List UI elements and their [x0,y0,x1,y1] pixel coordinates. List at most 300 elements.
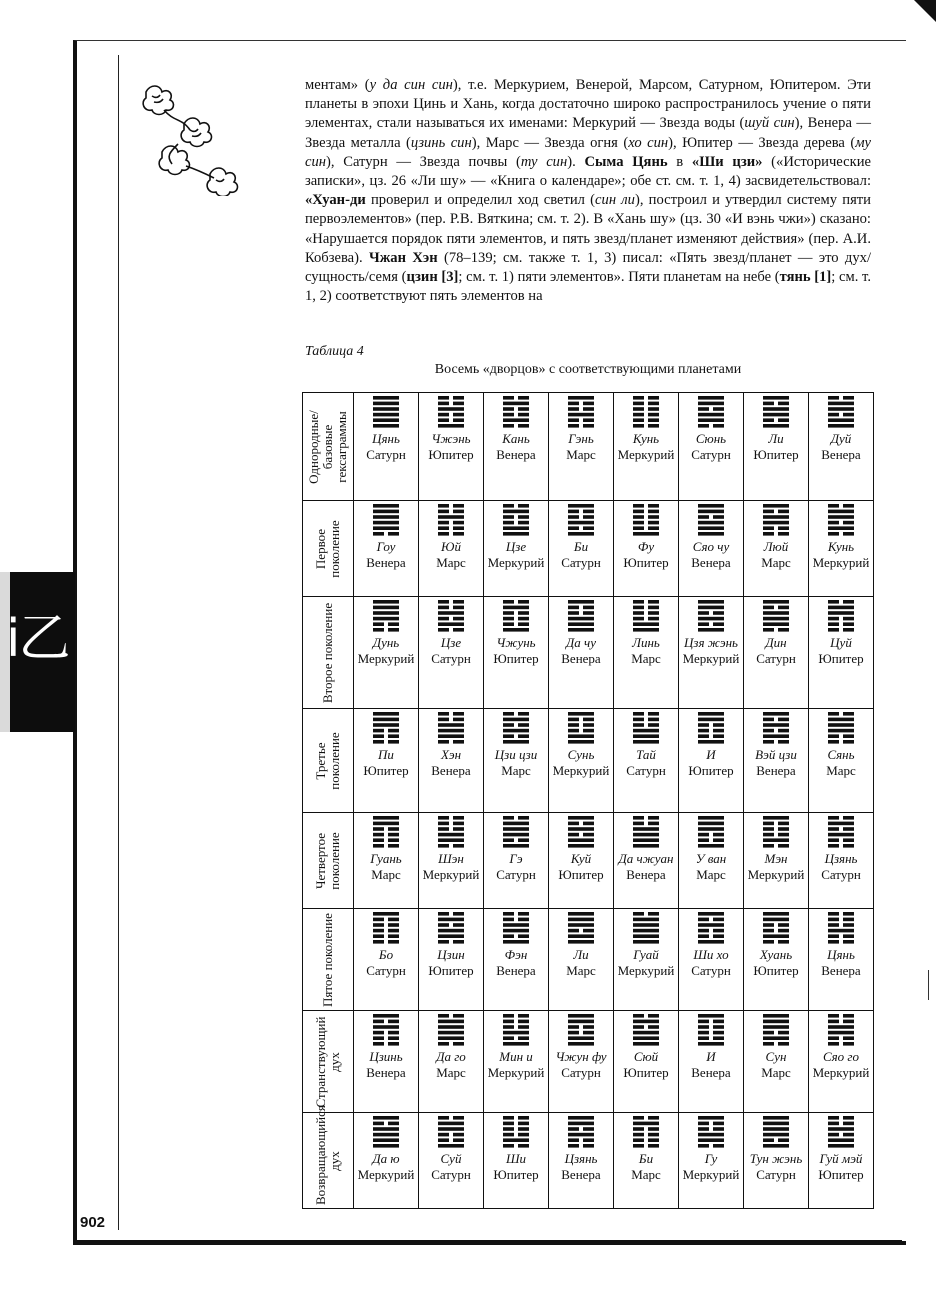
table-row [303,813,874,909]
yin-line [843,600,854,604]
planet-name: Венера [496,963,536,978]
yang-line [828,526,854,530]
yin-line [438,521,449,525]
hexagram-cell [354,813,419,909]
yang-line [568,1133,594,1137]
row-label-text: Возвращающийся дух [313,1104,342,1205]
yin-line [518,1127,529,1131]
yang-line [633,833,659,837]
yang-line [763,1127,789,1131]
yang-line [633,740,659,744]
yang-line [373,504,399,508]
paragraph-run: (78–139; см. также т. 1, 3) писал: «Пять звезд/планет — это дух/сущность/семя ( [305,249,872,286]
hexagram-name: Гу [704,1151,718,1166]
yin-line [648,1014,659,1018]
hexagram-cell [809,501,874,597]
yin-line [518,1025,529,1029]
yin-line [453,827,464,831]
hexagram-name: Сюнь [695,431,727,446]
yin-line [438,1116,449,1120]
yang-line [373,1127,399,1131]
yang-line [568,934,594,938]
yin-line [633,718,644,722]
paragraph-run: ментам» ( [305,77,370,93]
yang-line [438,1036,464,1040]
hexagram-icon [633,501,659,537]
yang-line [503,1138,529,1142]
yang-line [568,622,594,626]
yin-line [843,712,854,716]
yin-line [453,1138,464,1142]
hexagram-name: Дунь [372,635,400,650]
yang-line [698,1116,724,1120]
yin-line [778,1031,789,1035]
yin-line [778,940,789,944]
yang-line [568,628,594,632]
yin-line [698,611,709,615]
yin-line [438,628,449,632]
hexagram-icon [503,813,529,849]
yang-line [568,396,594,400]
yin-line [778,822,789,826]
yang-line [828,402,854,406]
hexagram-icon [438,393,464,429]
planet-name: Марс [631,1167,661,1182]
yin-line [453,822,464,826]
planet-name: Меркурий [682,1167,740,1182]
paragraph-run: проверил и определил ход светил ( [365,192,596,209]
yin-line [633,1127,644,1131]
yang-line [763,1025,789,1029]
planet-name: Венера [821,447,861,462]
planet-name: Сатурн [626,763,666,778]
yin-line [633,611,644,615]
yin-line [583,526,594,530]
yin-line [843,1042,854,1046]
yin-line [438,396,449,400]
yin-line [713,1144,724,1148]
yang-line [763,1014,789,1018]
yin-line [568,407,579,411]
yang-line [373,606,399,610]
yin-line [518,515,529,519]
yin-line [438,923,449,927]
hexagram-icon [503,597,529,633]
yin-line [778,827,789,831]
yin-line [388,740,399,744]
yin-line [503,424,514,428]
yin-line [633,418,644,422]
paragraph-run: («Исторические записки», цз. 26 «Ли шу» — «Книга о календаре»; обе ст. см. т. 1, 4) засвидетельствовал: [305,153,871,190]
yang-line [698,510,724,514]
planet-name: Сатурн [756,1167,796,1182]
hexagram-cell [484,1113,549,1209]
table-row [303,709,874,813]
yang-line [633,940,659,944]
yin-line [778,628,789,632]
hexagram-name: Сун [765,1049,787,1064]
yang-line [828,718,854,722]
section-glyph: i乙 [6,609,69,669]
planet-name: Марс [761,555,791,570]
hexagram-name: Шэн [438,851,464,866]
yin-line [633,1138,644,1142]
yin-line [713,929,724,933]
paragraph-run: шуй син [744,115,795,132]
yin-line [453,600,464,604]
yang-line [373,611,399,615]
hexagram-name: Фэн [504,947,528,962]
yin-line [453,740,464,744]
hexagram-icon [698,501,724,537]
yin-line [843,622,854,626]
yin-line [763,628,774,632]
yin-line [648,407,659,411]
hexagram-icon [503,1113,529,1149]
hexagram-cell [614,909,679,1011]
planet-name: Сатурн [821,867,861,882]
paragraph-run: Сыма Цянь [584,153,668,170]
yang-line [698,940,724,944]
yin-line [828,940,839,944]
yin-line [518,838,529,842]
hexagram-name: Ши [505,1151,527,1166]
yin-line [828,396,839,400]
yin-line [568,402,579,406]
yang-line [698,712,724,716]
yin-line [698,929,709,933]
yang-line [568,912,594,916]
planet-name: Марс [566,963,596,978]
yin-line [568,723,579,727]
yin-line [763,929,774,933]
hexagram-icon [503,393,529,429]
yang-line [763,1144,789,1148]
hexagram-name: Пи [378,747,394,762]
yin-line [713,918,724,922]
yang-line [438,1122,464,1126]
hexagram-icon [438,709,464,745]
yin-line [518,611,529,615]
yin-line [843,918,854,922]
hexagram-name: Цзе [505,539,527,554]
yin-line [698,515,709,519]
hexagram-icon [763,1113,789,1149]
yang-line [503,1031,529,1035]
hexagram-cell [809,1011,874,1113]
planet-name: Меркурий [617,447,675,462]
paragraph-run: ), Марс — Звезда огня ( [471,134,629,151]
hexagram-icon [698,1113,724,1149]
yin-line [453,844,464,848]
yang-line [698,816,724,820]
yang-line [438,723,464,727]
planet-name: Сатурн [756,651,796,666]
yin-line [503,1014,514,1018]
yin-line [503,622,514,626]
yin-line [373,734,384,738]
planet-name: Юпитер [753,447,799,462]
hexagram-icon [828,393,854,429]
yin-line [373,729,384,733]
yin-line [763,1138,774,1142]
yang-line [633,1042,659,1046]
planet-name: Юпитер [428,447,474,462]
yin-line [648,1144,659,1148]
hexagram-icon [763,393,789,429]
row-label-text: Первое поколение [313,519,342,578]
yang-line [698,606,724,610]
planet-name: Сатурн [691,963,731,978]
yin-line [763,510,774,514]
hexagram-cell [809,709,874,813]
hexagram-icon [568,709,594,745]
yang-line [373,407,399,411]
yang-line [698,396,724,400]
hexagram-cell [744,813,809,909]
hexagram-name: Би [638,1151,654,1166]
yin-line [583,1031,594,1035]
yin-line [648,1025,659,1029]
yin-line [438,600,449,604]
planet-name: Юпитер [623,1065,669,1080]
yin-line [583,418,594,422]
yin-line [633,723,644,727]
table-title: Восемь «дворцов» с соответствующими планетами [434,362,742,377]
yin-line [648,822,659,826]
yang-line [373,402,399,406]
yin-line [438,712,449,716]
yin-line [373,923,384,927]
paragraph-run: ту син [520,153,568,170]
yin-line [373,532,384,536]
hexagram-icon [568,1113,594,1149]
yin-line [503,515,514,519]
yin-line [648,600,659,604]
yin-line [763,923,774,927]
yin-line [698,723,709,727]
yin-line [568,929,579,933]
hexagram-cell [354,393,419,501]
yang-line [763,918,789,922]
yang-line [373,1025,399,1029]
yang-line [633,1122,659,1126]
yin-line [453,940,464,944]
yang-line [763,611,789,615]
paragraph-run: «Ши цзи» [691,153,763,170]
hexagram-name: У ван [695,851,727,866]
yin-line [763,526,774,530]
yin-line [698,424,709,428]
yang-line [698,912,724,916]
hexagram-name: Чжунь [496,635,536,650]
yin-line [648,504,659,508]
hexagram-name: Вэй цзи [755,747,797,762]
yin-line [648,515,659,519]
yang-line [633,923,659,927]
yang-line [568,532,594,536]
yin-line [453,396,464,400]
hexagram-cell [419,709,484,813]
hexagram-cell [549,1113,614,1209]
hexagram-name: Мин и [499,1049,533,1064]
yin-line [633,822,644,826]
yang-line [698,532,724,536]
yin-line [518,424,529,428]
yin-line [518,816,529,820]
yin-line [438,526,449,530]
yin-line [778,923,789,927]
yang-line [503,606,529,610]
yang-line [828,606,854,610]
paragraph-run: у да син син [369,77,453,93]
yang-line [373,526,399,530]
yin-line [503,934,514,938]
yin-line [763,822,774,826]
planet-name: Венера [561,651,601,666]
planet-name: Сатурн [561,1065,601,1080]
hexagram-cell [419,813,484,909]
yang-line [828,723,854,727]
yin-line [648,521,659,525]
yin-line [453,923,464,927]
hexagram-name: Бо [378,947,394,962]
yang-line [698,413,724,417]
hexagram-icon [503,909,529,945]
yin-line [503,712,514,716]
hexagram-icon [698,1011,724,1047]
planet-name: Венера [756,763,796,778]
planet-name: Меркурий [422,867,480,882]
planet-name: Меркурий [812,1065,870,1080]
row-label [303,1104,354,1209]
yin-line [828,1014,839,1018]
yin-line [713,1127,724,1131]
hexagram-icon [373,393,399,429]
yin-line [843,838,854,842]
yang-line [633,918,659,922]
yin-line [633,521,644,525]
hexagram-icon [828,597,854,633]
yin-line [648,1127,659,1131]
hexagram-name: Сяо чу [692,539,730,554]
paragraph-run: «Хуан-ди [305,192,366,209]
yin-line [648,526,659,530]
yang-line [373,600,399,604]
body-paragraph [305,76,871,306]
hexagram-cell [614,501,679,597]
yin-line [648,418,659,422]
yin-line [373,628,384,632]
yin-line [828,918,839,922]
row-label-text: Второе поколение [320,602,335,703]
yin-line [388,1020,399,1024]
yin-line [583,606,594,610]
yin-line [843,1036,854,1040]
yin-line [453,521,464,525]
yin-line [763,729,774,733]
yin-line [568,606,579,610]
yang-line [698,1042,724,1046]
yin-line [373,622,384,626]
yang-line [698,923,724,927]
yin-line [763,402,774,406]
yang-line [438,729,464,733]
yang-line [698,740,724,744]
yin-line [698,1020,709,1024]
hexagram-icon [568,1011,594,1047]
yang-line [503,402,529,406]
planet-name: Юпитер [688,763,734,778]
hexagram-cell [679,909,744,1011]
yang-line [763,504,789,508]
table-row [303,1011,874,1113]
yin-line [503,611,514,615]
yin-line [388,622,399,626]
table-row [303,597,874,709]
hexagram-cell [679,1113,744,1209]
hexagram-cell [354,1113,419,1209]
yin-line [828,622,839,626]
yin-line [438,940,449,944]
yang-line [568,940,594,944]
yang-line [373,822,399,826]
hexagram-cell [484,393,549,501]
yin-line [778,929,789,933]
hexagram-name: Гэ [509,851,523,866]
yin-line [713,729,724,733]
hexagram-icon [568,813,594,849]
hexagram-icon [568,597,594,633]
hexagram-name: Мэн [764,851,788,866]
hexagram-icon [568,501,594,537]
yin-line [698,838,709,842]
yin-line [503,1122,514,1126]
hexagram-name: Хэн [440,747,462,762]
planet-name: Меркурий [812,555,870,570]
yin-line [633,816,644,820]
yang-line [633,1020,659,1024]
yin-line [583,822,594,826]
yin-line [843,413,854,417]
yin-line [843,827,854,831]
yin-line [583,729,594,733]
corner-mark [914,0,936,22]
yang-line [568,712,594,716]
yang-line [503,526,529,530]
yin-line [453,418,464,422]
yang-line [828,1138,854,1142]
yin-line [438,1042,449,1046]
yin-line [503,1116,514,1120]
hexagram-icon [828,1113,854,1149]
yin-line [503,816,514,820]
yin-line [373,1031,384,1035]
hexagram-name: И [706,747,716,762]
hexagram-name: Сянь [827,747,855,762]
yin-line [698,729,709,733]
yin-line [778,844,789,848]
hexagram-name: Ши хо [693,947,729,962]
planet-name: Венера [366,1065,406,1080]
yin-line [388,844,399,848]
hexagram-cell [744,501,809,597]
yin-line [503,1025,514,1029]
yin-line [633,526,644,530]
yang-line [763,1116,789,1120]
yin-line [698,407,709,411]
yin-line [843,734,854,738]
